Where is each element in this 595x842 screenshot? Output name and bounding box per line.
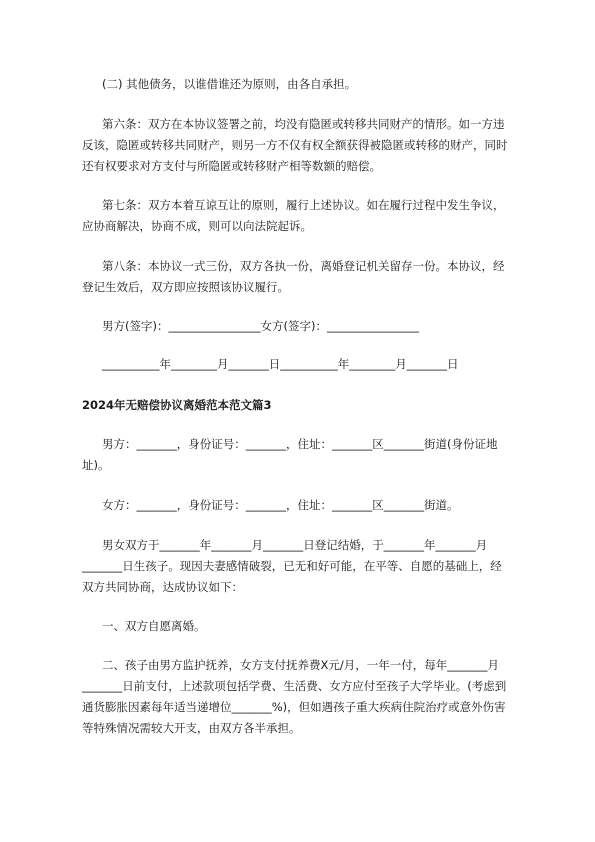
paragraph-other-debts: (二) 其他债务，以谁借谁还为原则，由各自承担。 xyxy=(102,77,357,91)
marriage-line-2: _______日生孩子。现因夫妻感情破裂，已无和好可能，在平等、自愿的基础上，经 xyxy=(82,559,502,573)
marriage-line-3: 双方共同协商，达成协议如下： xyxy=(82,580,243,594)
article-7-line-1: 第七条：双方本着互谅互让的原则，履行上述协议。如在履行过程中发生争议， xyxy=(102,198,505,212)
clause-2-line-4: 等特殊情况需较大开支，由双方各半承担。 xyxy=(82,721,301,735)
male-info-line-1: 男方：_______，身份证号：_______，住址：_______区_______街道(身份证地 xyxy=(102,437,498,451)
article-6-line-1: 第六条：双方在本协议签署之前，均没有隐匿或转移共同财产的情形。如一方违 xyxy=(102,117,505,131)
signature-line: 男方(签字)：________________女方(签字)：________________ xyxy=(102,319,419,333)
clause-2-line-1: 二、孩子由男方监护抚养，女方支付抚养费X元/月，一年一付，每年_______月 xyxy=(102,658,499,672)
clause-2-line-3: 通货膨胀因素每年适当递增位_______%)，但如遇孩子重大疾病住院治疗或意外伤害 xyxy=(82,700,506,714)
article-8-line-1: 第八条：本协议一式三份，双方各执一份，离婚登记机关留存一份。本协议，经 xyxy=(102,259,505,273)
marriage-line-1: 男女双方于_______年_______月_______日登记结婚，于_______年_______月 xyxy=(102,538,488,552)
article-6-line-2: 反该，隐匿或转移共同财产，则另一方不仅有权全额获得被隐匿或转移的财产，同时 xyxy=(82,138,508,152)
clause-1: 一、双方自愿离婚。 xyxy=(102,619,206,633)
article-7-line-2: 应协商解决，协商不成，则可以向法院起诉。 xyxy=(82,219,312,233)
date-line: __________年________月_______日__________年________月_______日 xyxy=(102,357,459,371)
article-6-line-3: 还有权要求对方支付与所隐匿或转移财产相等数额的赔偿。 xyxy=(82,159,381,173)
female-info-line: 女方：_______，身份证号：_______，住址：_______区_______街道。 xyxy=(102,498,459,512)
section-title: 2024年无赔偿协议离婚范本范文篇3 xyxy=(82,398,272,412)
clause-2-line-2: _______日前支付，上述款项包括学费、生活费、女方应付至孩子大学毕业。(考虑到 xyxy=(82,679,507,693)
male-info-line-2: 址)。 xyxy=(82,458,110,472)
article-8-line-2: 登记生效后，双方即应按照该协议履行。 xyxy=(82,280,289,294)
